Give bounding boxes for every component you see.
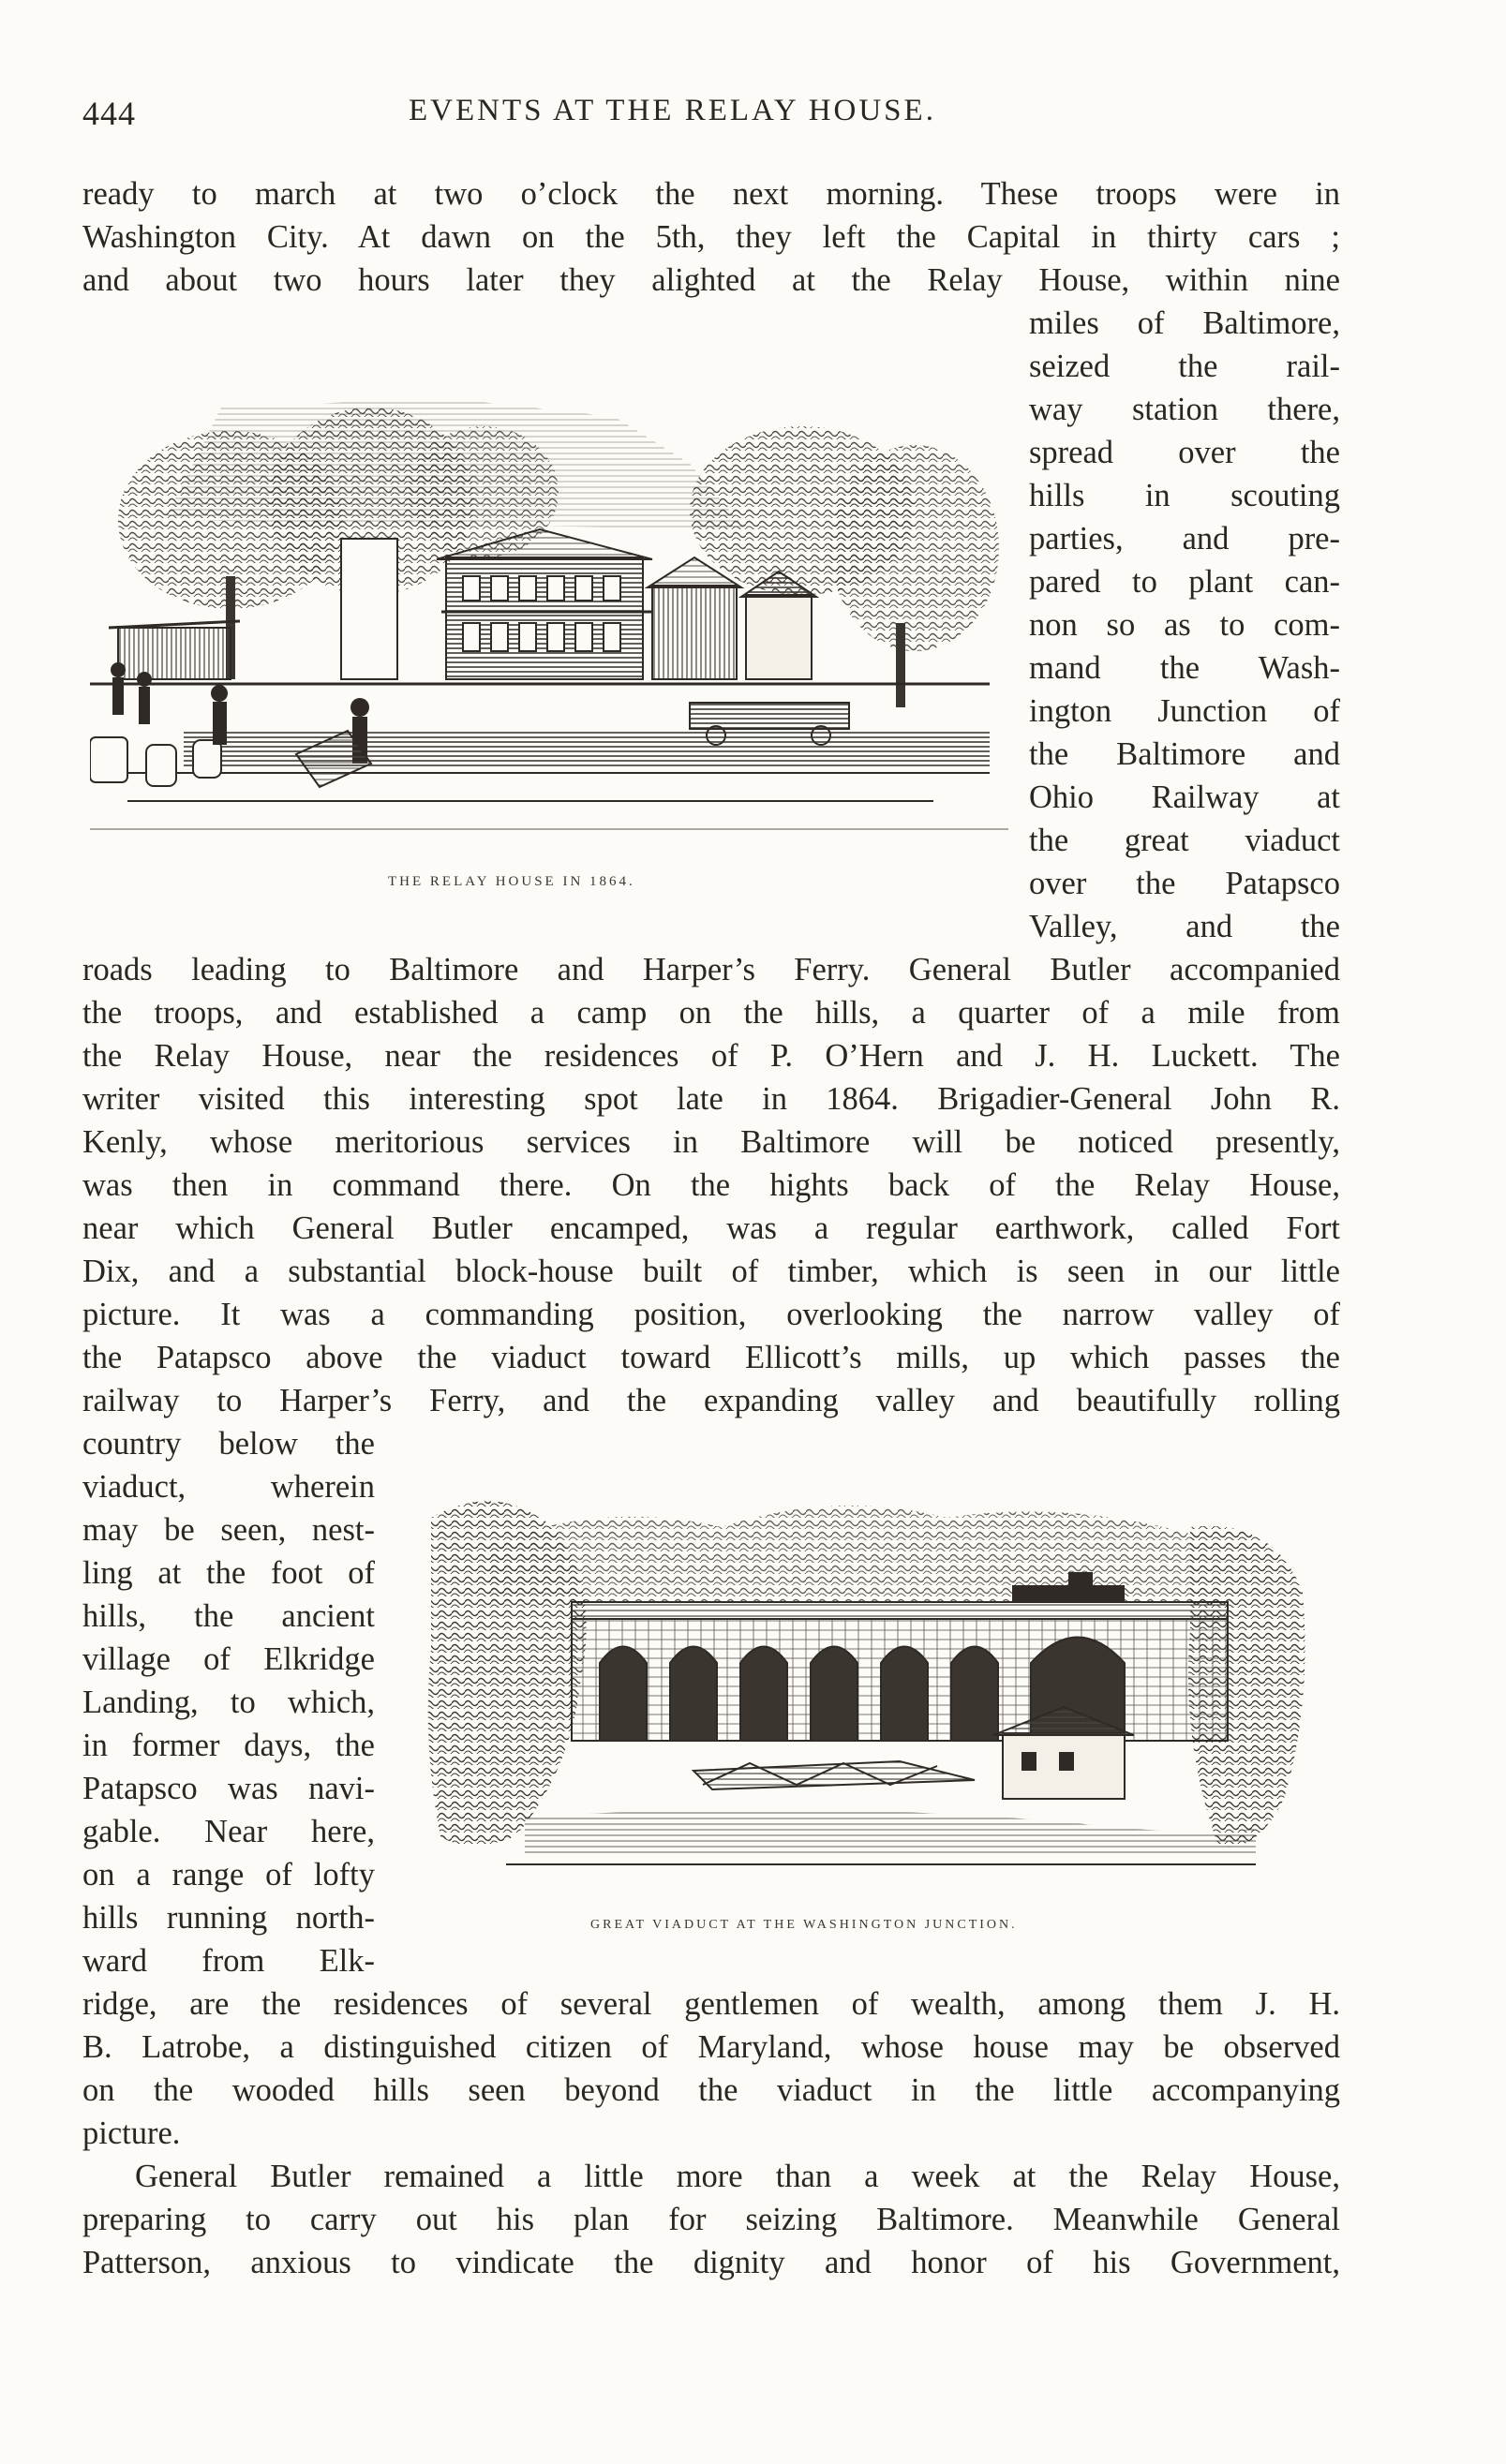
text-line: hills in scouting xyxy=(1029,478,1340,513)
text-line: pared to plant can- xyxy=(1029,564,1340,600)
text-line: non so as to com- xyxy=(1029,607,1340,643)
text-line: near which General Butler encamped, was a regular earthwork, called Fort xyxy=(82,1210,1340,1246)
text-line: Valley, and the xyxy=(1029,909,1340,944)
viaduct-engraving xyxy=(412,1462,1312,1893)
text-line: hills, the ancient xyxy=(82,1598,375,1634)
text-line: and about two hours later they alighted at the Relay House, within nine xyxy=(82,262,1340,298)
text-line: ling at the foot of xyxy=(82,1555,375,1591)
text-line: ward from Elk- xyxy=(82,1943,375,1979)
text-line: miles of Baltimore, xyxy=(1029,305,1340,341)
text-line: Landing, to which, xyxy=(82,1685,375,1720)
text-line: Dix, and a substantial block-house built of timber, which is seen in our little xyxy=(82,1254,1340,1289)
text-line: Patapsco was navi- xyxy=(82,1771,375,1806)
viaduct-caption: GREAT VIADUCT AT THE WASHINGTON JUNCTION. xyxy=(590,1918,1018,1932)
text-line: writer visited this interesting spot late in 1864. Brigadier-General John R. xyxy=(82,1081,1340,1117)
running-title: EVENTS AT THE RELAY HOUSE. xyxy=(409,94,936,127)
running-head xyxy=(82,94,1338,135)
text-line: the troops, and established a camp on the hills, a quarter of a mile from xyxy=(82,995,1340,1031)
text-line: mand the Wash- xyxy=(1029,650,1340,686)
text-line: Patterson, anxious to vindicate the dignity and honor of his Government, xyxy=(82,2245,1340,2280)
text-line: the great viaduct xyxy=(1029,823,1340,858)
text-line: village of Elkridge xyxy=(82,1641,375,1677)
text-line: railway to Harper’s Ferry, and the expanding valley and beautifully rolling xyxy=(82,1383,1340,1418)
text-line: General Butler remained a little more than a week at the Relay House, xyxy=(135,2159,1340,2194)
text-line: Ohio Railway at xyxy=(1029,779,1340,815)
text-line: seized the rail- xyxy=(1029,349,1340,384)
text-line: ington Junction of xyxy=(1029,693,1340,729)
text-line: Kenly, whose meritorious services in Baltimore will be noticed presently, xyxy=(82,1124,1340,1160)
text-line: in former days, the xyxy=(82,1728,375,1763)
text-line: the Relay House, near the residences of P. O’Hern and J. H. Luckett. The xyxy=(82,1038,1340,1074)
text-line: over the Patapsco xyxy=(1029,866,1340,901)
text-line: roads leading to Baltimore and Harper’s Ferry. General Butler accompanied xyxy=(82,952,1340,987)
relay-house-figure xyxy=(90,361,1008,889)
text-line: country below the xyxy=(82,1426,375,1462)
text-line: preparing to carry out his plan for seizing Baltimore. Meanwhile General xyxy=(82,2202,1340,2237)
text-line: ridge, are the residences of several gentlemen of wealth, among them J. H. xyxy=(82,1986,1340,2022)
relay-house-caption: THE RELAY HOUSE IN 1864. xyxy=(388,874,635,889)
text-line: viaduct, wherein xyxy=(82,1469,375,1505)
text-line: picture. It was a commanding position, overlooking the narrow valley of xyxy=(82,1297,1340,1332)
text-line: gable. Near here, xyxy=(82,1814,375,1849)
text-line: B. Latrobe, a distinguished citizen of Maryland, whose house may be observed xyxy=(82,2029,1340,2065)
text-line: was then in command there. On the hights back of the Relay House, xyxy=(82,1167,1340,1203)
page-number: 444 xyxy=(82,95,136,132)
text-line: parties, and pre- xyxy=(1029,521,1340,557)
text-line: the Patapsco above the viaduct toward Ellicott’s mills, up which passes the xyxy=(82,1340,1340,1375)
text-line: on the wooded hills seen beyond the viaduct in the little accompanying xyxy=(82,2072,1340,2108)
text-line: spread over the xyxy=(1029,435,1340,470)
text-line: picture. xyxy=(82,2115,181,2151)
text-line: Washington City. At dawn on the 5th, they left the Capital in thirty cars ; xyxy=(82,219,1340,255)
text-line: ready to march at two o’clock the next morning. These troops were in xyxy=(82,176,1340,212)
text-line: may be seen, nest- xyxy=(82,1512,375,1548)
text-line: the Baltimore and xyxy=(1029,736,1340,772)
text-line: on a range of lofty xyxy=(82,1857,375,1893)
text-line: way station there, xyxy=(1029,392,1340,427)
relay-house-engraving xyxy=(90,361,1008,857)
viaduct-figure xyxy=(412,1462,1312,1930)
text-line: hills running north- xyxy=(82,1900,375,1936)
